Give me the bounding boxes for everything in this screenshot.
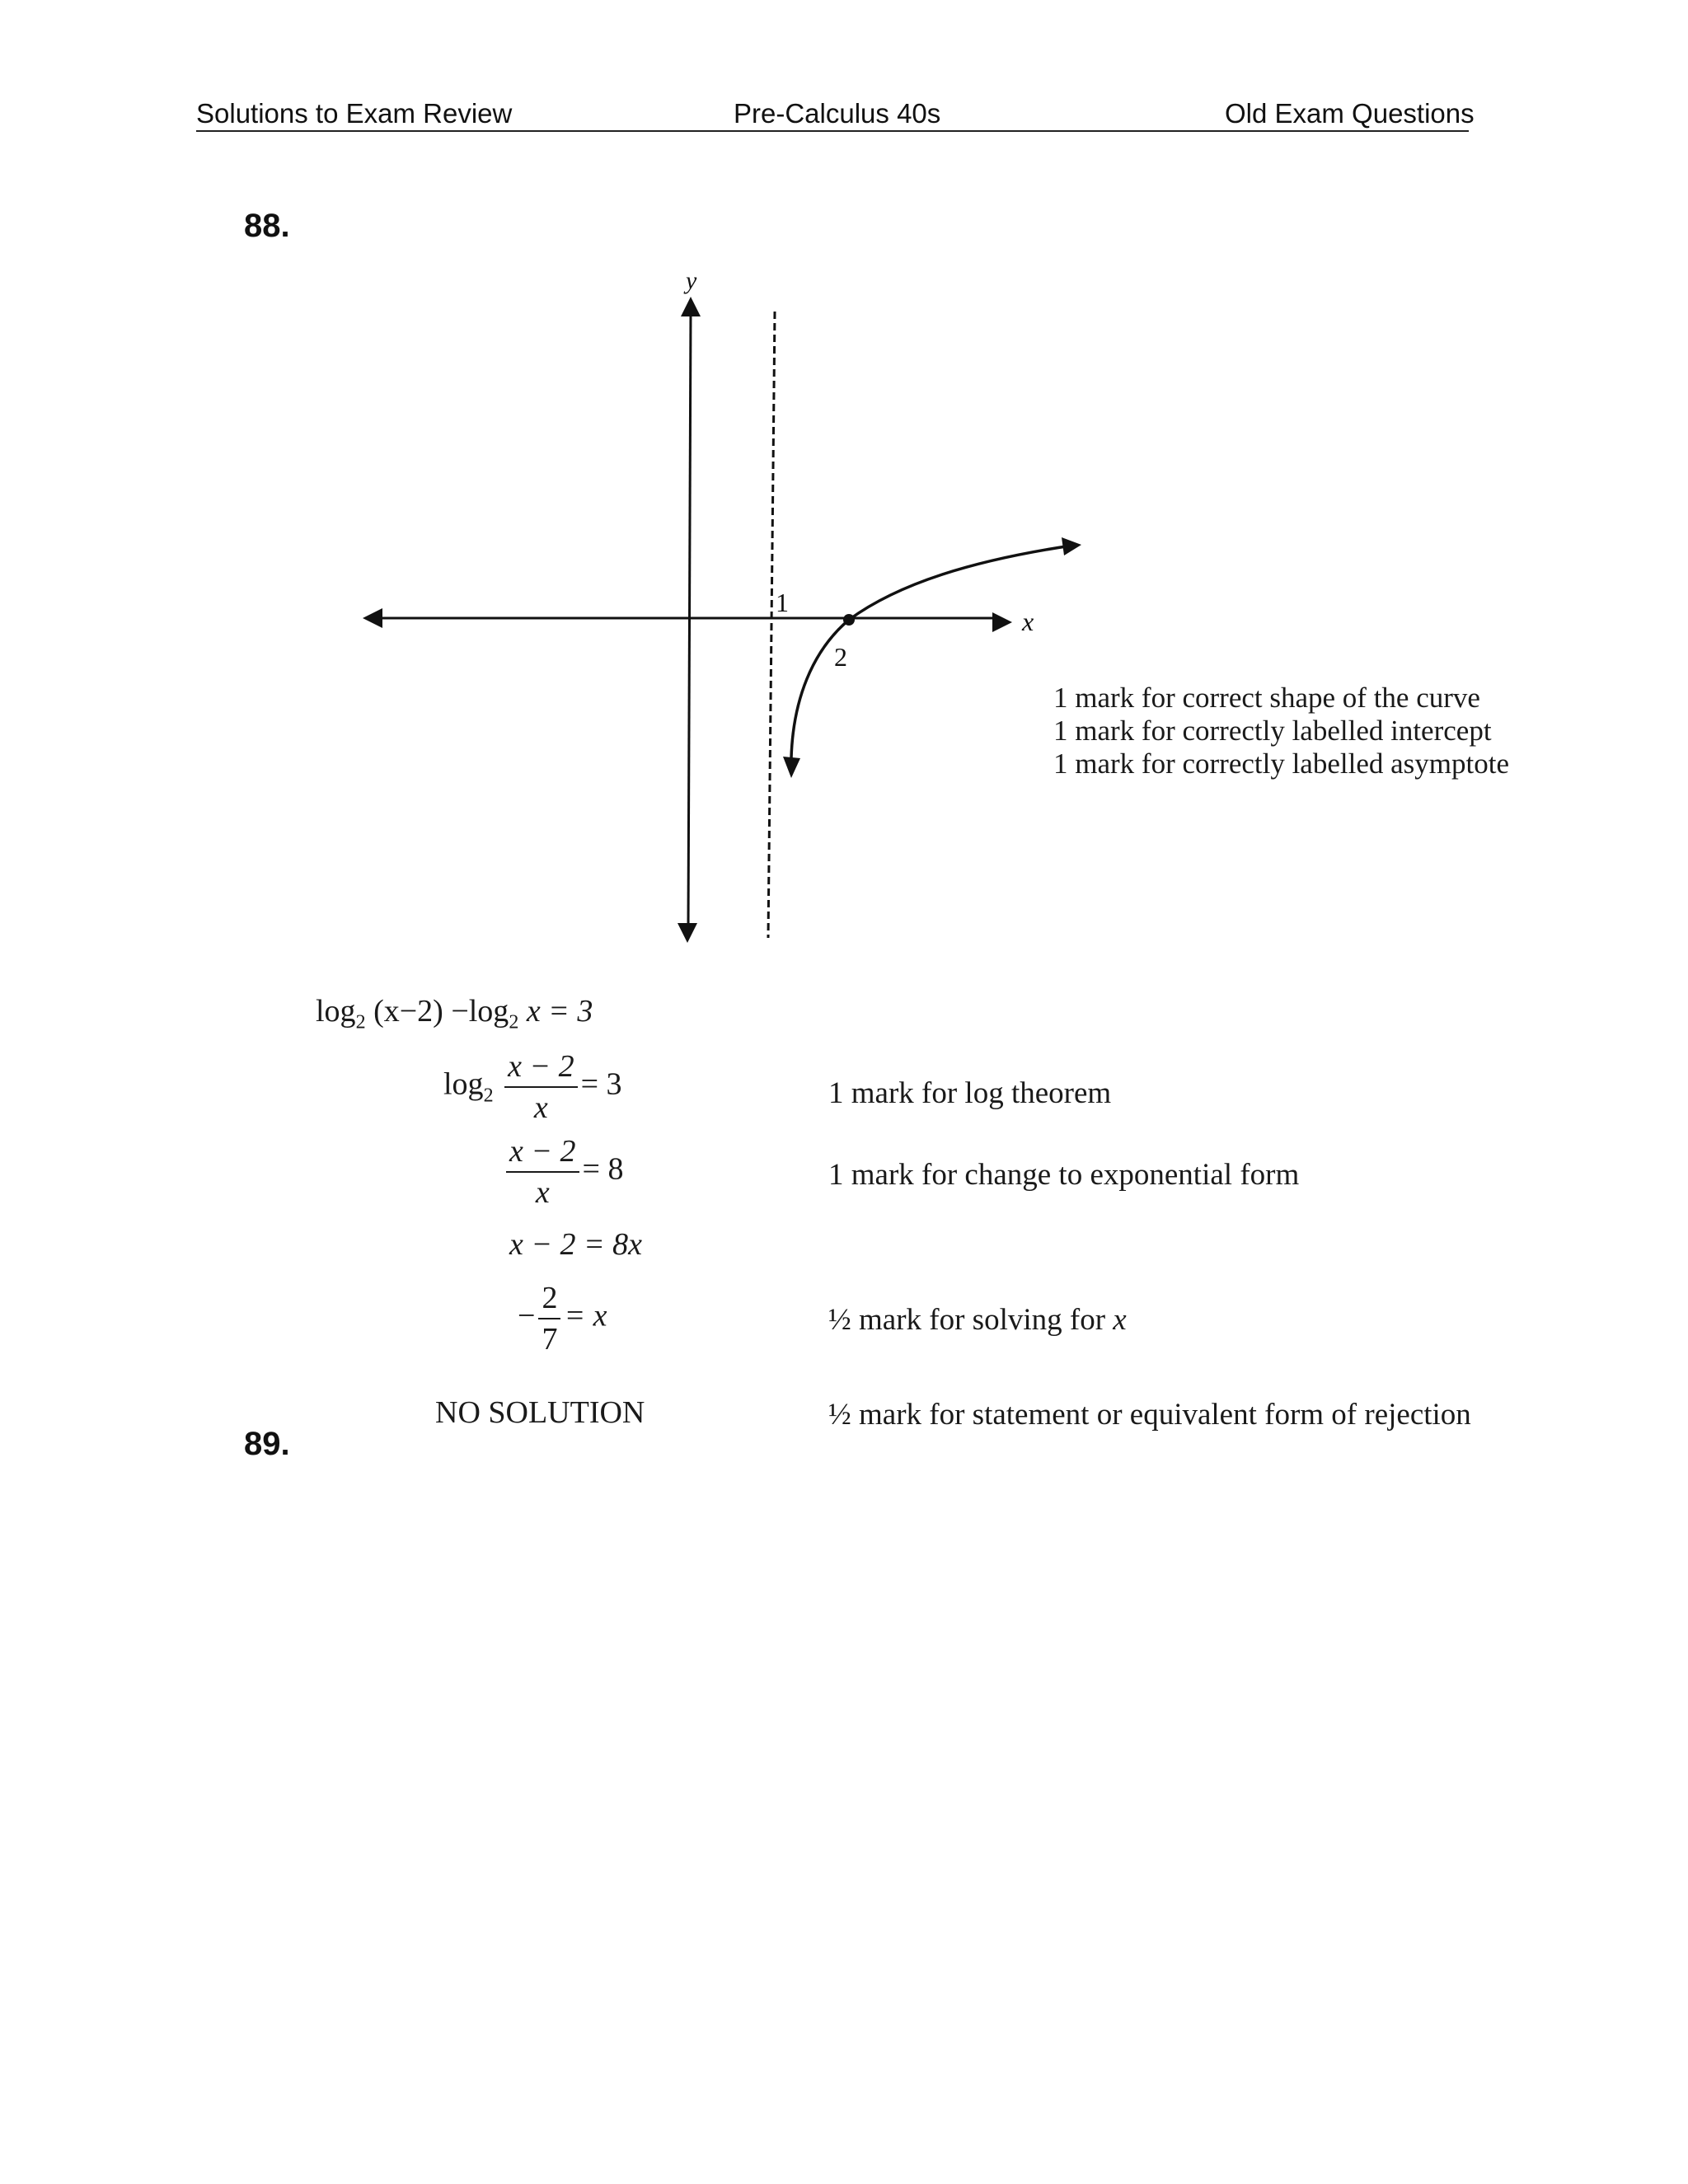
equation-line-2: $\log_2$ $\frac{x - 2}{x}$ = 3 <box>443 1049 622 1125</box>
header-right: Old Exam Questions <box>1225 98 1475 129</box>
asymptote-label: 1 <box>776 588 789 617</box>
vertical-asymptote-dashed-line <box>768 312 775 938</box>
y-axis-down-arrow-icon <box>678 923 697 943</box>
x-intercept-point <box>843 614 855 626</box>
y-axis-label: y <box>686 267 697 294</box>
y-axis-line <box>688 312 691 927</box>
equation-line-4: x − 2 = 8x <box>509 1227 643 1262</box>
fraction-2-over-7: $\frac{2}{7}$ <box>538 1280 560 1357</box>
intercept-label: 2 <box>834 642 847 672</box>
x-axis-left-arrow-icon <box>363 608 382 628</box>
x-axis-right-arrow-icon <box>992 612 1012 632</box>
fraction-x-minus-2-over-x-2: $\frac{x - 2}{x}$ <box>506 1133 579 1211</box>
mark-note-rejection: ½ mark for statement or equivalent form of rejection <box>828 1398 1471 1432</box>
mark-note-curve-shape: 1 mark for correct shape of the curve <box>1053 682 1480 714</box>
equation-line-5: − $\frac{2}{7}$ = x <box>518 1281 607 1357</box>
mark-note-solving: ½ mark for solving for x <box>828 1303 1127 1337</box>
log-function-graph <box>0 0 1688 989</box>
curve-upper-arrow-icon <box>1062 537 1081 555</box>
question-number-89: 89. <box>244 1426 290 1462</box>
x-axis-label: x <box>1022 607 1034 636</box>
no-solution-statement: NO SOLUTION <box>435 1395 645 1430</box>
curve-lower-arrow-icon <box>783 757 800 778</box>
log-curve <box>791 546 1071 758</box>
equation-line-1: $\log_2 (x-2) -\log_2$ x = 3 <box>316 994 593 1033</box>
equation-line-3: $\frac{x - 2}{x}$ = 8 <box>503 1133 623 1211</box>
question-number-88: 88. <box>244 208 290 244</box>
header-center: Pre-Calculus 40s <box>734 98 941 129</box>
mark-note-asymptote: 1 mark for correctly labelled asymptote <box>1053 748 1509 780</box>
fraction-x-minus-2-over-x: $\frac{x - 2}{x}$ <box>504 1048 578 1126</box>
mark-note-exponential-form: 1 mark for change to exponential form <box>828 1158 1300 1192</box>
header-left: Solutions to Exam Review <box>196 98 513 129</box>
mark-note-intercept: 1 mark for correctly labelled intercept <box>1053 715 1492 747</box>
mark-note-log-theorem: 1 mark for log theorem <box>828 1076 1112 1110</box>
y-axis-up-arrow-icon <box>681 297 701 316</box>
